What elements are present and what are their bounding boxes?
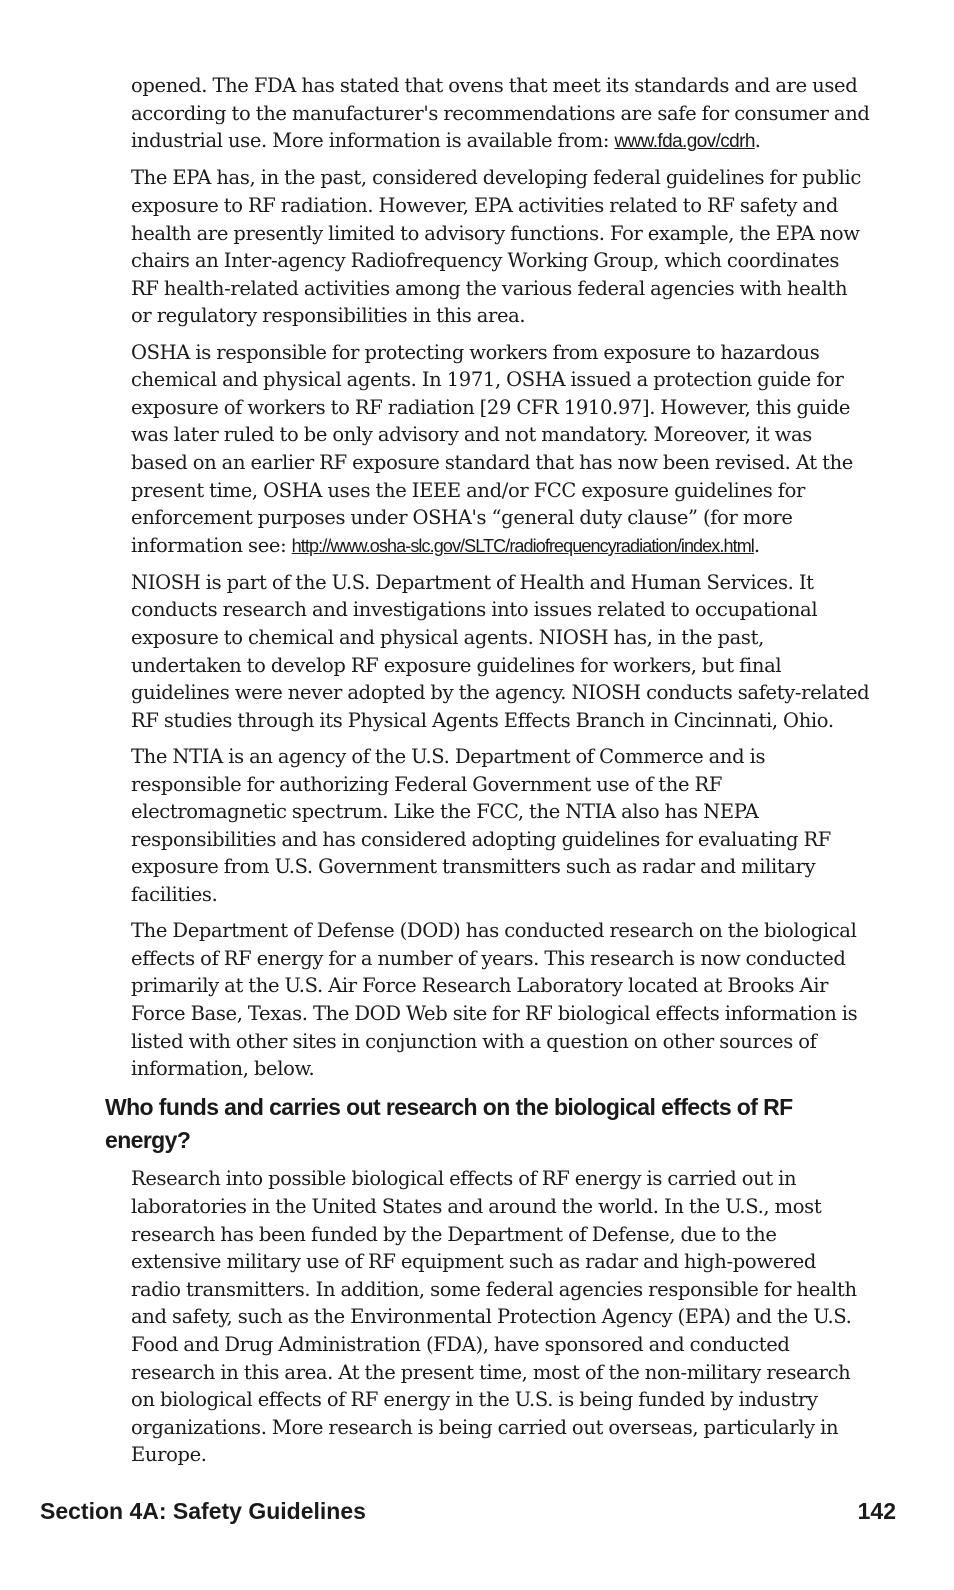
body-text <box>105 72 871 1477</box>
paragraph-fda-text: opened. The FDA has stated that ovens that meet its standards and are used according to the manufacturer's recommendations are safe for consumer and industrial use. More information is available from: <box>131 74 870 153</box>
paragraph-osha <box>131 339 871 561</box>
paragraph-dod: The Department of Defense (DOD) has conducted research on the biological effects of RF energy for a number of years. This research is now conducted primarily at the U.S. Air Force Research Laboratory located at Brooks Air Force Base, Texas. The DOD Web site for RF biological effects information is listed with other sites in conjunction with a question on other sources of information, below. <box>131 919 858 1081</box>
paragraph-epa: The EPA has, in the past, considered developing federal guidelines for public exposure to RF radiation. However, EPA activities related to RF safety and health are presently limited to advisory functions. For example, the EPA now chairs an Inter-agency Radiofrequency Working Group, which coordinates RF health-related activities among the various federal agencies with health or regulatory responsibilities in this area. <box>131 166 861 328</box>
page-number: 142 <box>857 1497 896 1524</box>
paragraph-osha-text: OSHA is responsible for protecting workers from exposure to hazardous chemical and physical agents. In 1971, OSHA issued a protection guide for exposure of workers to RF radiation [29 CFR 1910.97]. However, this guide was later ruled to be only advisory and not mandatory. Moreover, it was based on an earlier RF exposure standard that has now been revised. At the present time, OSHA uses the IEEE and/or FCC exposure guidelines for enforcement purposes under OSHA's “general duty clause” (for more information see: <box>131 340 853 557</box>
paragraph-osha-end: . <box>753 533 760 557</box>
fda-link[interactable]: www.fda.gov/cdrh <box>614 131 755 153</box>
section-heading: Who funds and carries out research on the biological effects of RF energy? <box>105 1094 793 1154</box>
osha-link[interactable]: http://www.osha-slc.gov/SLTC/radiofrequencyradiation/index.html <box>291 535 754 556</box>
paragraph-fda <box>131 72 871 156</box>
page-footer <box>40 1495 896 1527</box>
paragraph-fda-end: . <box>754 129 761 153</box>
paragraph-ntia: The NTIA is an agency of the U.S. Department of Commerce and is responsible for authorizing Federal Government use of the RF electromagnetic spectrum. Like the FCC, the NTIA also has NEPA responsibilities and has considered adopting guidelines for evaluating RF exposure from U.S. Government transmitters such as radar and military facilities. <box>131 745 831 906</box>
footer-section-title: Section 4A: Safety Guidelines <box>40 1497 366 1524</box>
paragraph-research: Research into possible biological effects of RF energy is carried out in laboratories in the United States and around the world. In the U.S., most research has been funded by the Department of Defense, due to the extensive military use of RF equipment such as radar and high-powered radio transmitters. In addition, some federal agencies responsible for health and safety, such as the Environmental Protection Agency (EPA) and the U.S. Food and Drug Administration (FDA), have sponsored and conducted research in this area. At the present time, most of the non-military research on biological effects of RF energy in the U.S. is being funded by industry organizations. More research is being carried out overseas, particularly in Europe. <box>131 1167 857 1467</box>
paragraph-niosh: NIOSH is part of the U.S. Department of Health and Human Services. It conducts research and investigations into issues related to occupational exposure to chemical and physical agents. NIOSH has, in the past, undertaken to develop RF exposure guidelines for workers, but final guidelines were never adopted by the agency. NIOSH conducts safety-related RF studies through its Physical Agents Effects Branch in Cincinnati, Ohio. <box>131 570 870 732</box>
